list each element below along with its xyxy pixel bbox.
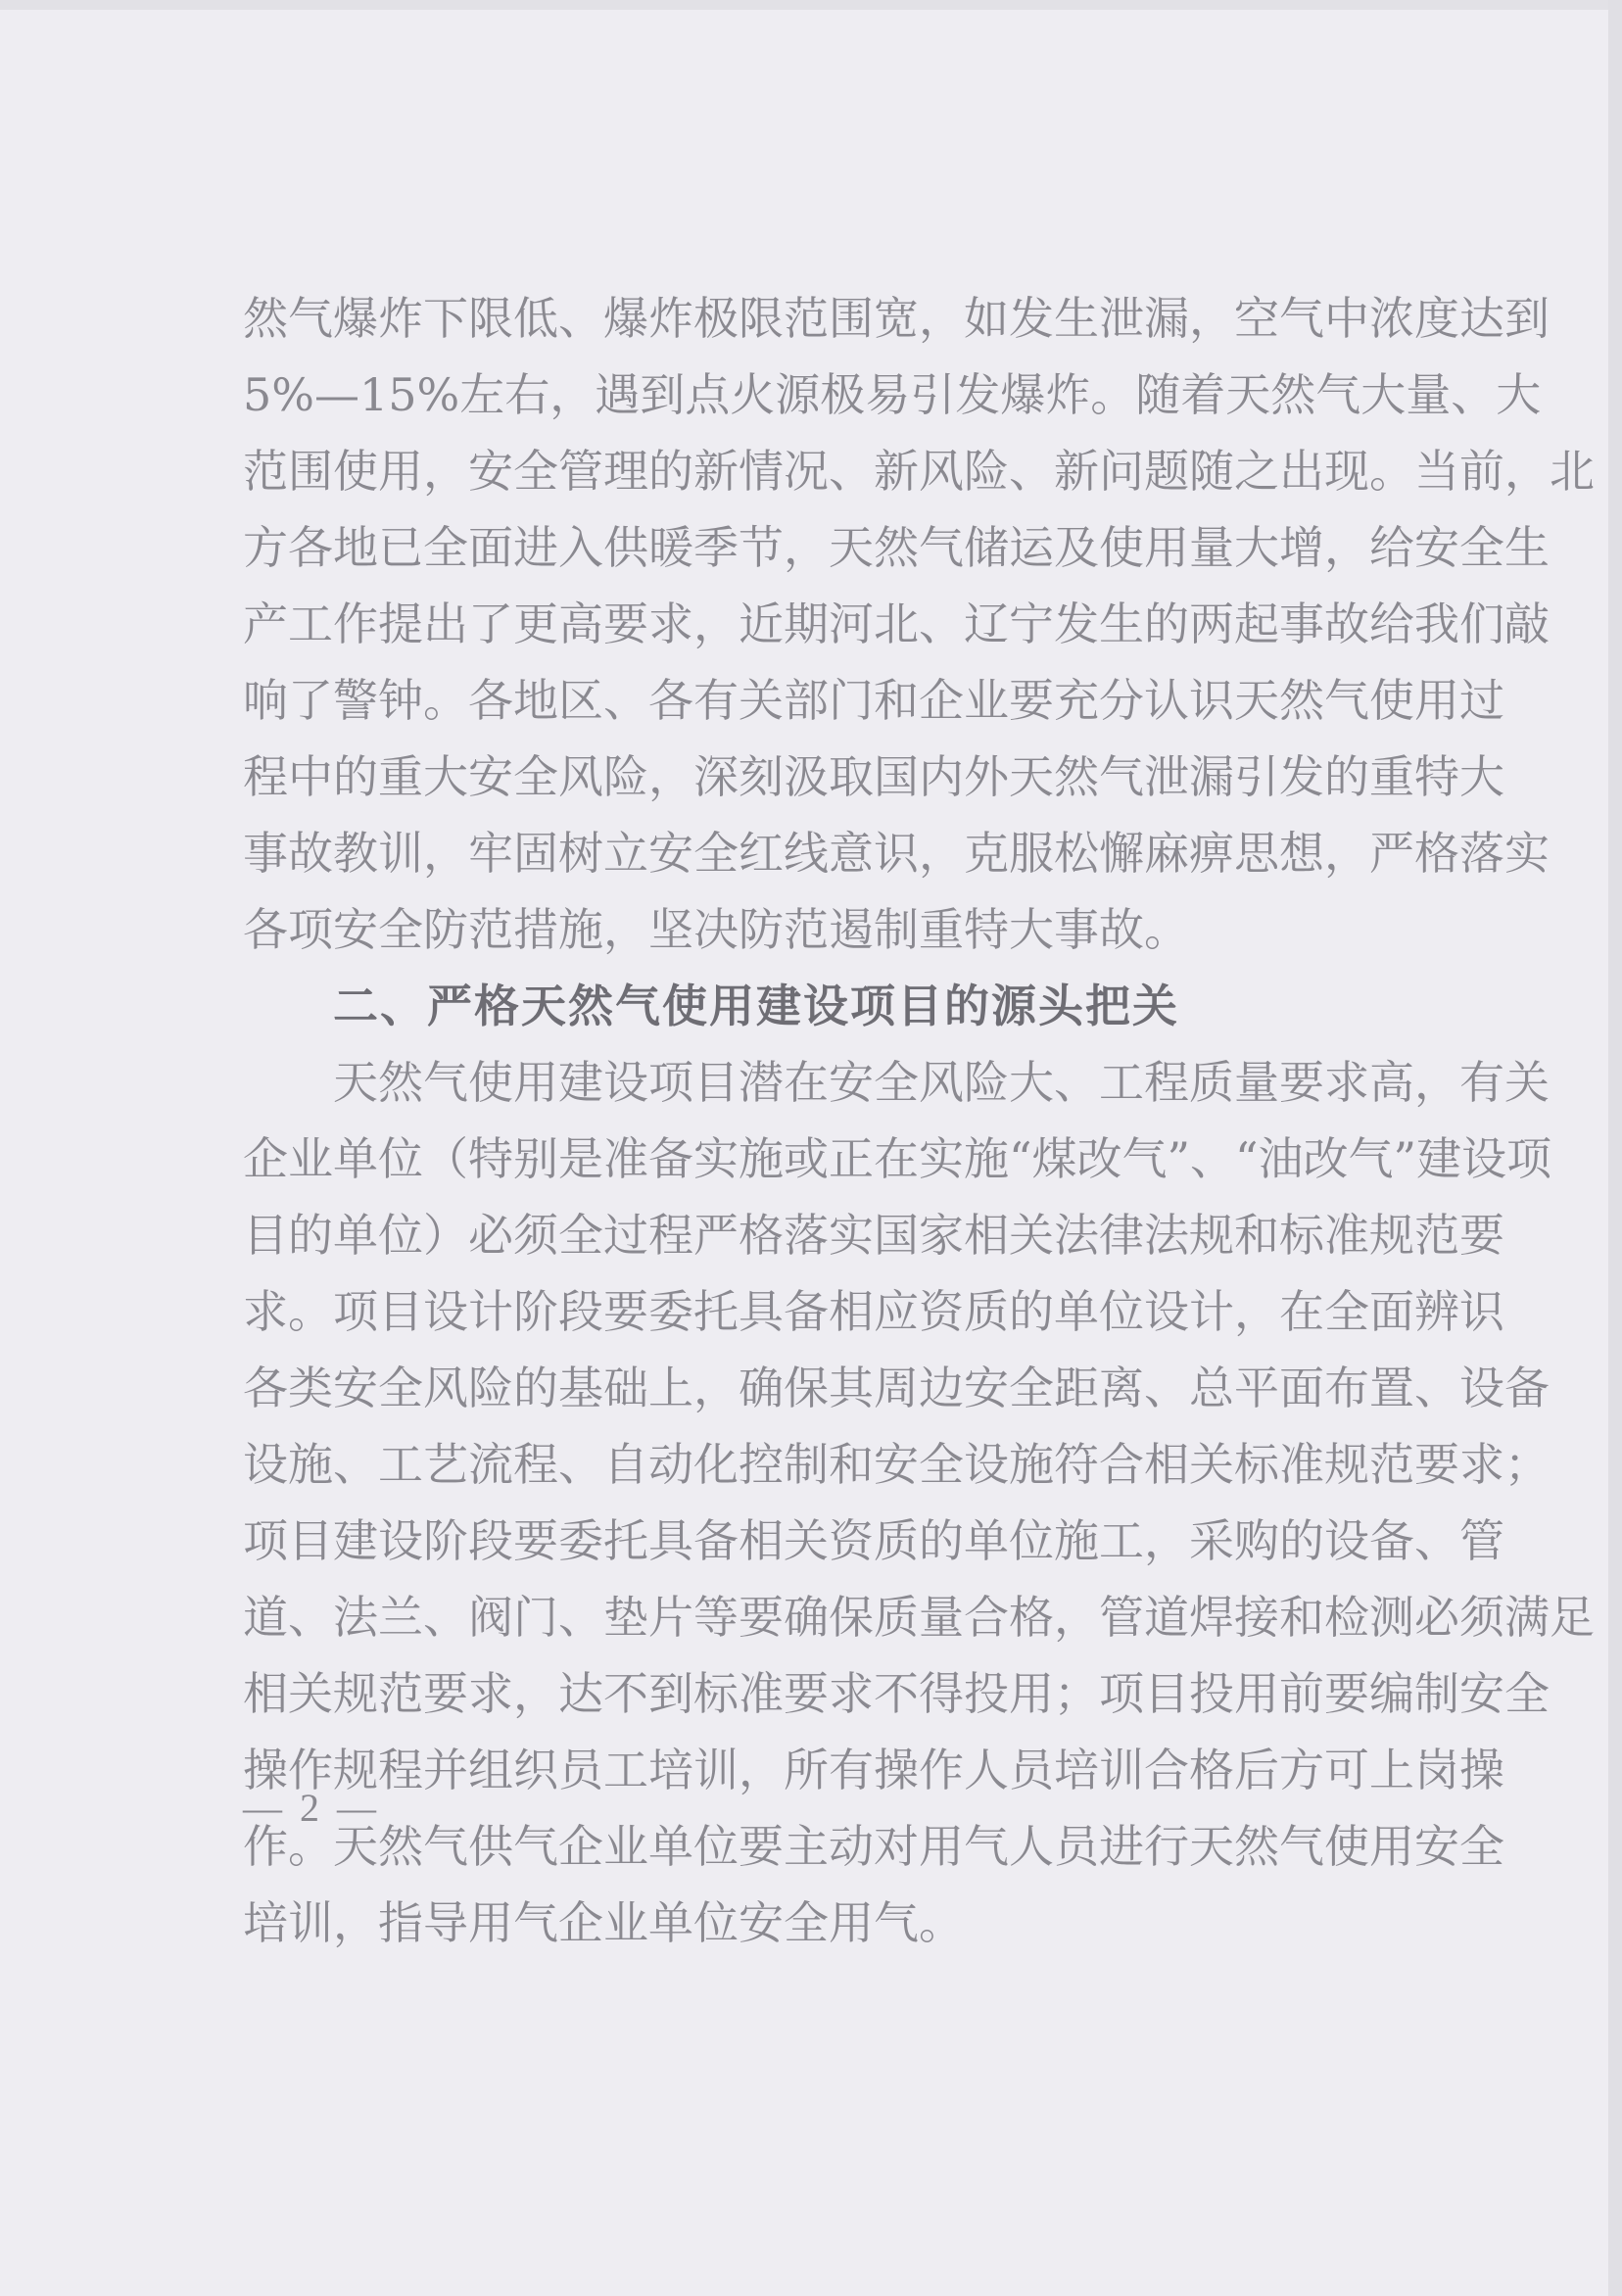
text-line: 天然气使用建设项目潜在安全风险大、工程质量要求高，有关 xyxy=(333,1056,1550,1109)
page-number: — 2 — xyxy=(243,1786,380,1830)
text-line: 求。项目设计阶段要委托具备相应资质的单位设计，在全面辨识 xyxy=(243,1285,1504,1338)
text-line: 各项安全防范措施，坚决防范遏制重特大事故。 xyxy=(243,903,1189,956)
document-body xyxy=(243,280,1595,1961)
text-line: 道、法兰、阀门、垫片等要确保质量合格，管道焊接和检测必须满足 xyxy=(243,1591,1595,1644)
text-line: 企业单位（特别是准备实施或正在实施“煤改气”、“油改气”建设项 xyxy=(243,1132,1552,1185)
text-line: 范围使用，安全管理的新情况、新风险、新问题随之出现。当前，北 xyxy=(243,445,1595,498)
text-line: 程中的重大安全风险，深刻汲取国内外天然气泄漏引发的重特大 xyxy=(243,750,1504,803)
paragraph-continuation xyxy=(243,280,1595,968)
text-line: 事故教训，牢固树立安全红线意识，克服松懈麻痹思想，严格落实 xyxy=(243,827,1550,880)
text-line: 设施、工艺流程、自动化控制和安全设施符合相关标准规范要求； xyxy=(243,1438,1550,1491)
text-line: 响了警钟。各地区、各有关部门和企业要充分认识天然气使用过 xyxy=(243,674,1504,727)
text-line: 操作规程并组织员工培训，所有操作人员培训合格后方可上岗操 xyxy=(243,1744,1504,1796)
paragraph-source-control xyxy=(243,1044,1595,1961)
text-line: 产工作提出了更高要求，近期河北、辽宁发生的两起事故给我们敲 xyxy=(243,598,1550,650)
section-heading: 二、严格天然气使用建设项目的源头把关 xyxy=(333,980,1179,1032)
text-line: 5%—15%左右，遇到点火源极易引发爆炸。随着天然气大量、大 xyxy=(243,368,1542,421)
text-line: 项目建设阶段要委托具备相关资质的单位施工，采购的设备、管 xyxy=(243,1514,1504,1567)
text-line: 然气爆炸下限低、爆炸极限范围宽，如发生泄漏，空气中浓度达到 xyxy=(243,292,1550,345)
text-line: 相关规范要求，达不到标准要求不得投用；项目投用前要编制安全 xyxy=(243,1667,1550,1720)
text-line: 方各地已全面进入供暖季节，天然气储运及使用量大增，给安全生 xyxy=(243,521,1550,574)
text-line: 作。天然气供气企业单位要主动对用气人员进行天然气使用安全 xyxy=(243,1820,1504,1873)
text-line: 各类安全风险的基础上，确保其周边安全距离、总平面布置、设备 xyxy=(243,1362,1550,1414)
text-line: 培训，指导用气企业单位安全用气。 xyxy=(243,1896,964,1949)
text-line: 目的单位）必须全过程严格落实国家相关法律法规和标准规范要 xyxy=(243,1209,1504,1262)
scan-edge-top xyxy=(0,0,1622,10)
scan-edge-right xyxy=(1608,0,1622,2296)
